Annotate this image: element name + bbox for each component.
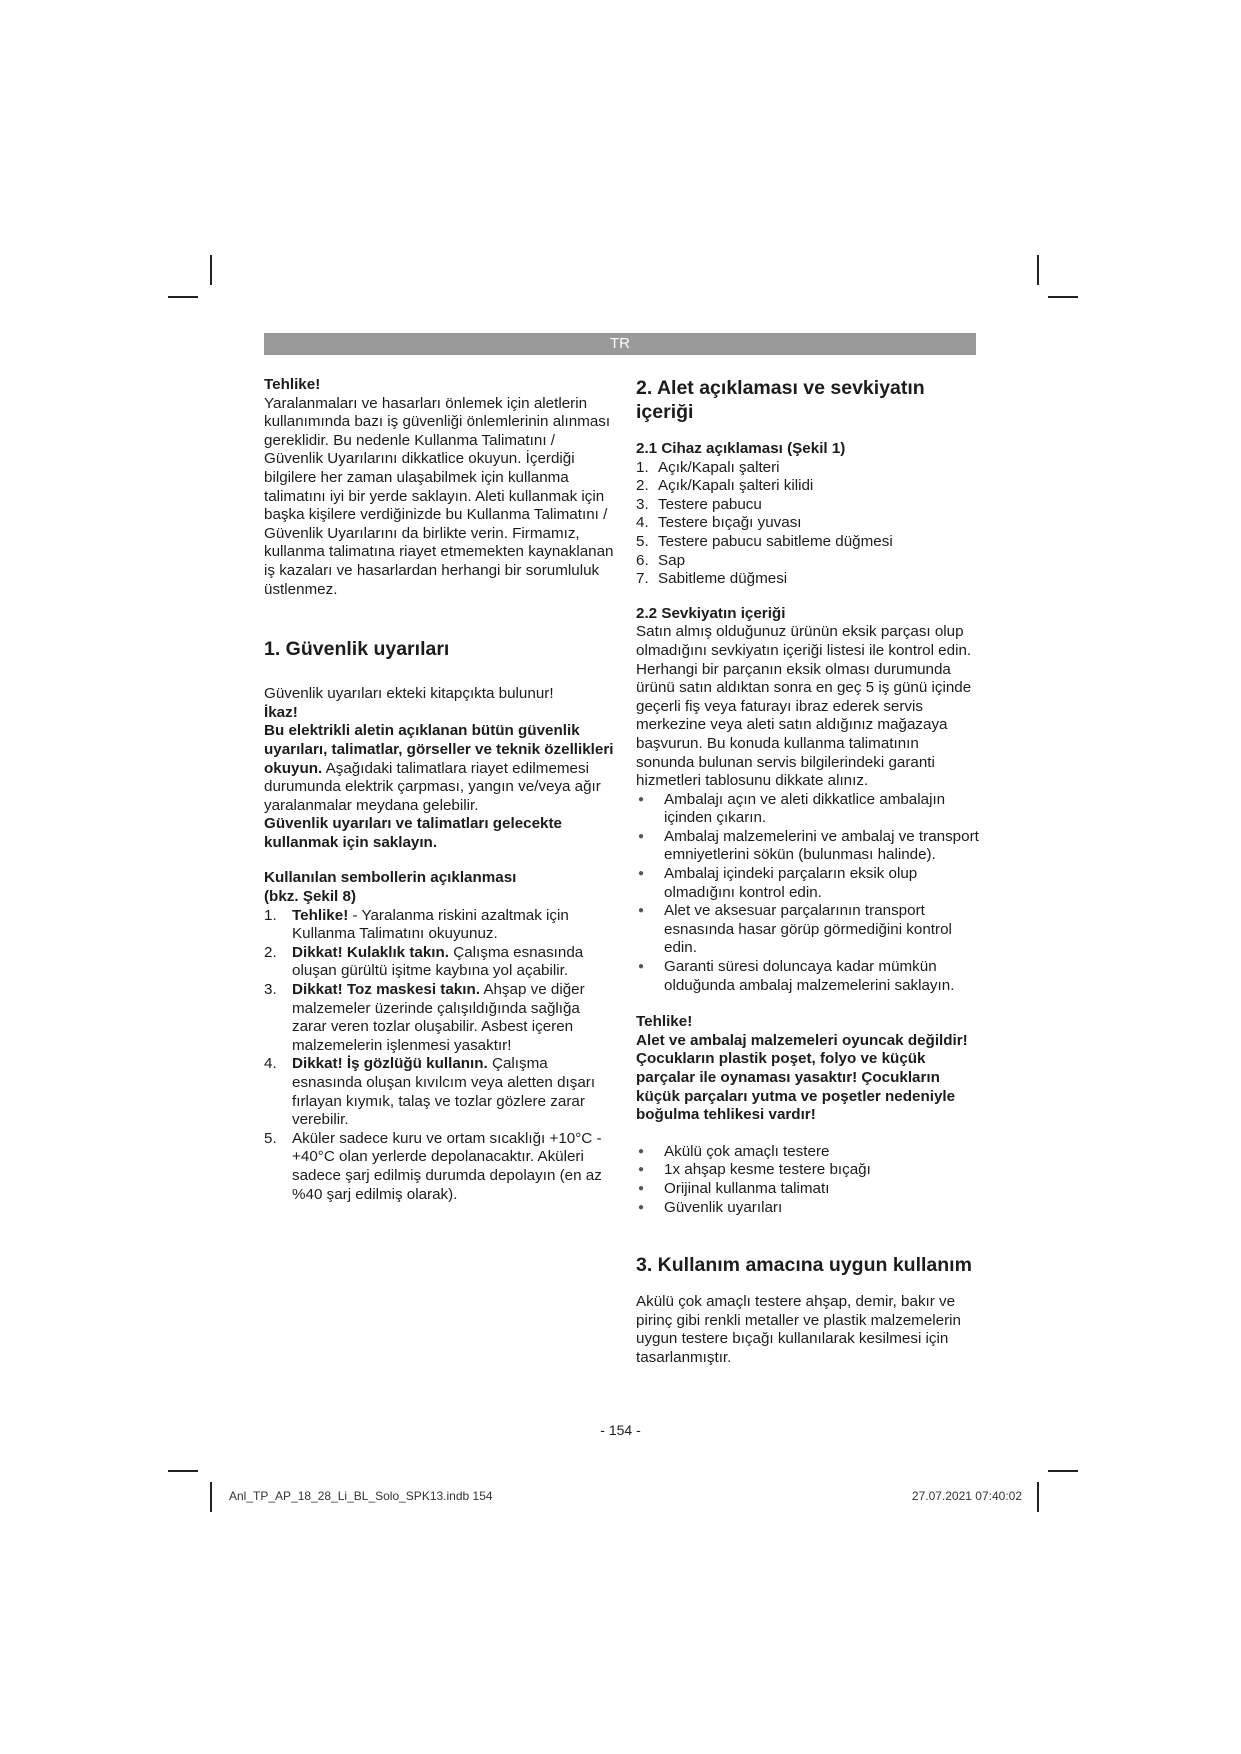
list-item bbox=[636, 496, 981, 515]
item-bold: Tehlike! bbox=[292, 906, 349, 924]
danger-text: Yaralanmaları ve hasarları önlemek için aletlerin kullanımında bazı iş güvenliği önlemlerinin alınması gereklidir. Bu nedenle Kullanma Talimatını / Güvenlik Uyarılarını dikkatlice okuyun. İçerdiği bilgilere her zaman ulaşabilmek için kullanma talimatını iyi bir yerde saklayın. Aleti kullanmak için başka kişilere verdiğinizde bu Kullanma Talimatını / Güvenlik Uyarılarını da birlikte verin. Firmamız, kullanma talimatına riayet etmemekten kaynaklanan iş kazaları ve hasarlardan herhangi bir sorumluluk üstlenmez. bbox=[264, 394, 614, 598]
item-text: Çalışma esnasında oluşan kıvılcım veya aletten dışarı fırlayan kıymık, talaş ve tozlar gözlere zarar verebilir. bbox=[292, 1055, 596, 1129]
list-item bbox=[264, 907, 614, 944]
page-number: - 154 - bbox=[600, 1422, 641, 1438]
crop-mark bbox=[1048, 296, 1078, 298]
item-number: 5. bbox=[636, 532, 649, 550]
list-item bbox=[264, 1055, 614, 1129]
language-bar: TR bbox=[264, 333, 976, 355]
item-number: 1. bbox=[264, 906, 277, 924]
list-item bbox=[264, 1130, 614, 1204]
delivery-contents-list bbox=[636, 1143, 981, 1217]
right-column bbox=[636, 376, 981, 1368]
list-item bbox=[264, 981, 614, 1055]
list-item bbox=[636, 552, 981, 571]
footer-timestamp: 27.07.2021 07:40:02 bbox=[911, 1489, 1022, 1503]
item-text: Açık/Kapalı şalteri kilidi bbox=[658, 477, 814, 495]
item-number: 4. bbox=[264, 1055, 277, 1073]
list-item bbox=[264, 944, 614, 981]
warning-paragraph bbox=[264, 722, 614, 815]
item-text: Testere pabucu bbox=[658, 495, 762, 513]
item-number: 2. bbox=[264, 943, 277, 961]
section-2-2-text: Satın almış olduğunuz ürünün eksik parçası olup olmadığını sevkiyatın içeriği listesi ile kontrol edin. Herhangi bir parçanın eksik olması durumunda ürünü satın aldıktan sonra en geç 5 iş günü içinde geçerli fiş veya faturayı ibraz ederek servis merkezine veya aleti satın aldığınız mağazaya başvurun. Bu konuda kullanma talimatının sonunda bulunan servis bilgilerindeki garanti hizmetleri tablosunu dikkate alınız. bbox=[636, 623, 972, 790]
list-item: ● Ambalaj içindeki parçaların eksik olup olmadığını kontrol edin. bbox=[636, 865, 981, 902]
section-1-title: 1. Güvenlik uyarıları bbox=[264, 638, 450, 661]
item-bold: Dikkat! İş gözlüğü kullanın. bbox=[292, 1055, 488, 1073]
list-item: ● 1x ahşap kesme testere bıçağı bbox=[636, 1161, 981, 1180]
list-item: ● Ambalajı açın ve aleti dikkatlice ambalajın içinden çıkarın. bbox=[636, 791, 981, 828]
danger-text-2: Alet ve ambalaj malzemeleri oyuncak değildir! Çocukların plastik poşet, folyo ve küçük parçalar ile oynaması yasaktır! Çocukların küçük parçaları yutma ve poşetler nedeniyle boğulma tehlikesi vardır! bbox=[636, 1031, 968, 1124]
footer-filename: Anl_TP_AP_18_28_Li_BL_Solo_SPK13.indb 154 bbox=[229, 1489, 493, 1503]
section-1-intro: Güvenlik uyarıları ekteki kitapçıkta bulunur! bbox=[264, 685, 554, 703]
crop-mark bbox=[168, 296, 198, 298]
item-number: 4. bbox=[636, 514, 649, 532]
crop-mark bbox=[1048, 1470, 1078, 1472]
item-text: Sabitleme düğmesi bbox=[658, 570, 788, 588]
item-number: 6. bbox=[636, 551, 649, 569]
danger-heading: Tehlike! bbox=[264, 376, 321, 393]
left-column bbox=[264, 376, 614, 1204]
danger-heading-2: Tehlike! bbox=[636, 1013, 693, 1031]
section-2-2-title: 2.2 Sevkiyatın içeriği bbox=[636, 604, 786, 622]
symbols-title: Kullanılan sembollerin açıklanması bbox=[264, 869, 517, 887]
list-item bbox=[636, 533, 981, 552]
item-text: Açık/Kapalı şalteri bbox=[658, 458, 780, 476]
list-item: ● Güvenlik uyarıları bbox=[636, 1199, 981, 1218]
item-text: Testere pabucu sabitleme düğmesi bbox=[658, 532, 893, 550]
item-number: 5. bbox=[264, 1129, 277, 1147]
list-item bbox=[636, 514, 981, 533]
parts-list bbox=[636, 459, 981, 589]
item-text: Testere bıçağı yuvası bbox=[658, 514, 802, 532]
item-bold: Dikkat! Toz maskesi takın. bbox=[292, 981, 480, 999]
keep-instructions-note: Güvenlik uyarıları ve talimatları gelecekte kullanmak için saklayın. bbox=[264, 815, 562, 851]
warning-heading: İkaz! bbox=[264, 703, 298, 721]
crop-mark bbox=[1037, 255, 1039, 285]
item-text: Sap bbox=[658, 551, 686, 569]
list-item: ● Akülü çok amaçlı testere bbox=[636, 1143, 981, 1162]
item-number: 3. bbox=[264, 981, 277, 999]
item-number: 7. bbox=[636, 570, 649, 588]
symbols-list bbox=[264, 907, 614, 1205]
item-text: Aküler sadece kuru ve ortam sıcaklığı +10°C - +40°C olan yerlerde depolanacaktır. Aküleri sadece şarj edilmiş durumda depolayın (en az %40 şarj edilmiş olarak). bbox=[292, 1129, 602, 1203]
list-item bbox=[636, 459, 981, 478]
item-bold: Dikkat! Kulaklık takın. bbox=[292, 943, 449, 961]
crop-mark bbox=[210, 1482, 212, 1512]
unpacking-checklist bbox=[636, 791, 981, 996]
item-text: Çalışma esnasında oluşan gürültü işitme kaybına yol açabilir. bbox=[292, 943, 584, 980]
list-item: ● Ambalaj malzemelerini ve ambalaj ve transport emniyetlerini sökün (bulunması halinde). bbox=[636, 828, 981, 865]
list-item: ● Garanti süresi doluncaya kadar mümkün olduğunda ambalaj malzemelerini saklayın. bbox=[636, 958, 981, 995]
warning-text: Aşağıdaki talimatlara riayet edilmemesi durumunda elektrik çarpması, yangın ve/veya ağır yaralanmalar meydana gelebilir. bbox=[264, 759, 601, 814]
crop-mark bbox=[1037, 1482, 1039, 1512]
symbols-subtitle: (bkz. Şekil 8) bbox=[264, 888, 357, 906]
item-number: 1. bbox=[636, 458, 649, 476]
section-3-title: 3. Kullanım amacına uygun kullanım bbox=[636, 1254, 972, 1277]
item-number: 2. bbox=[636, 477, 649, 495]
item-text: Ahşap ve diğer malzemeler üzerinde çalışıldığında sağlığa zarar veren tozlar oluşabilir. Asbest içeren malzemelerin işlenmesi yasaktır! bbox=[292, 981, 585, 1054]
list-item: ● Alet ve aksesuar parçalarının transport esnasında hasar görüp görmediğini kontrol edin. bbox=[636, 902, 981, 958]
list-item bbox=[636, 477, 981, 496]
section-2-1-title: 2.1 Cihaz açıklaması (Şekil 1) bbox=[636, 440, 846, 457]
crop-mark bbox=[210, 255, 212, 285]
list-item bbox=[636, 570, 981, 589]
warning-bold-text: Bu elektrikli aletin açıklanan bütün güvenlik uyarıları, talimatlar, görseller ve teknik özellikleri okuyun. bbox=[264, 722, 614, 777]
list-item: ● Orijinal kullanma talimatı bbox=[636, 1180, 981, 1199]
item-number: 3. bbox=[636, 495, 649, 513]
item-text: - Yaralanma riskini azaltmak için Kullanma Talimatını okuyunuz. bbox=[292, 906, 569, 943]
section-2-title: 2. Alet açıklaması ve sevkiyatın içeriği bbox=[636, 377, 925, 423]
section-3-text: Akülü çok amaçlı testere ahşap, demir, bakır ve pirinç gibi renkli metaller ve plastik malzemelerin uygun testere bıçağı kullanılarak kesilmesi için tasarlanmıştır. bbox=[636, 1293, 961, 1366]
crop-mark bbox=[168, 1470, 198, 1472]
